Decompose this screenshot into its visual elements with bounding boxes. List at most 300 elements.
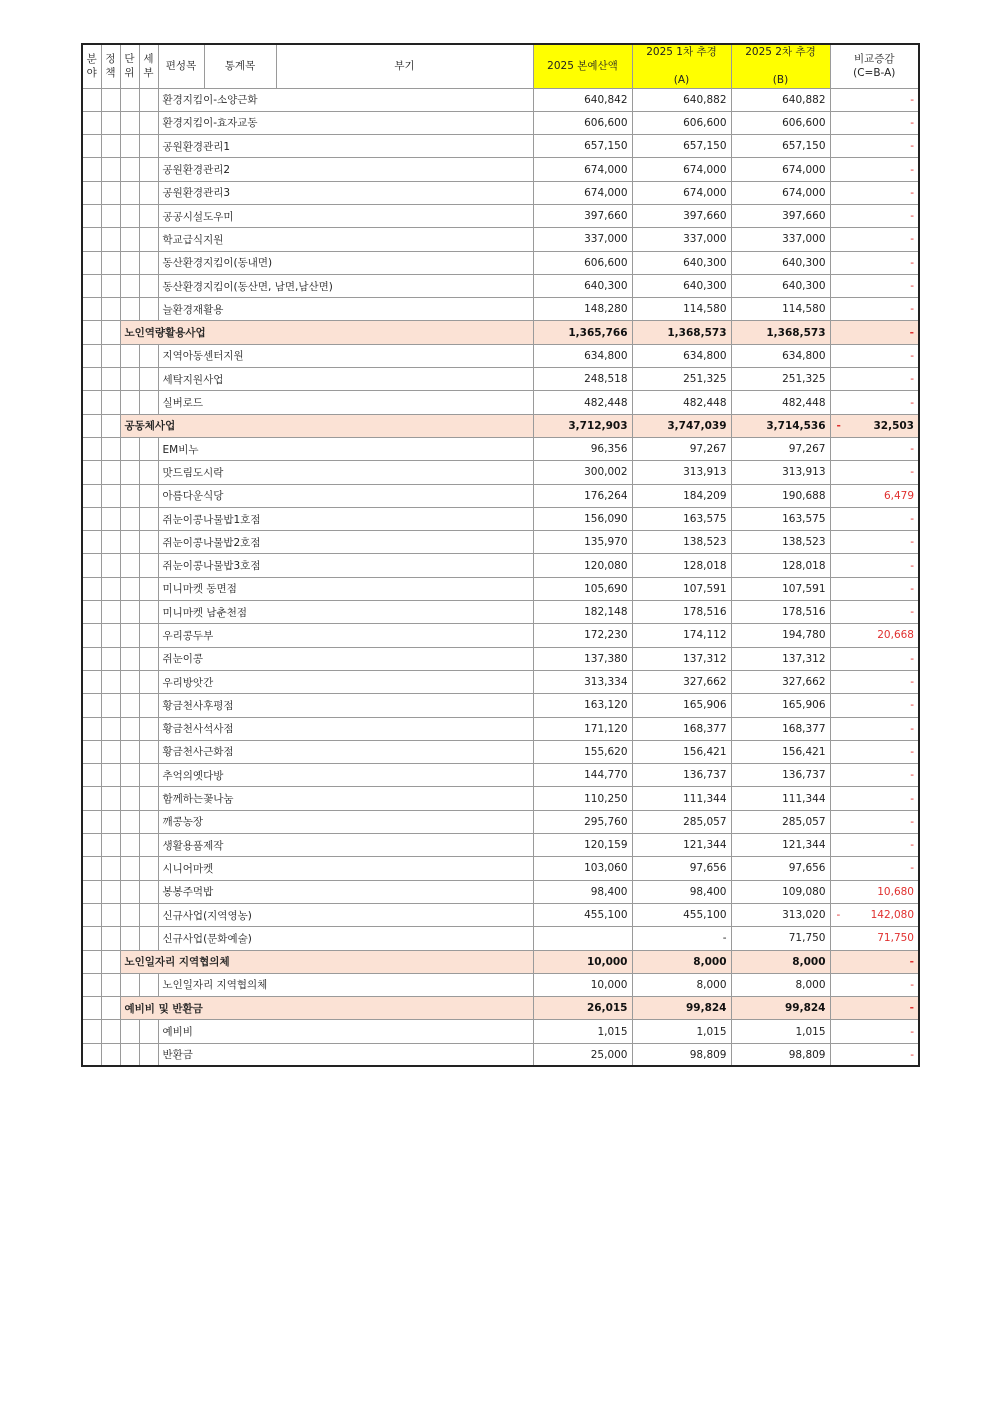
cell-detail: [139, 670, 158, 693]
cell-field: [82, 997, 101, 1020]
cell-base: 155,620: [533, 740, 632, 763]
cell-second-supp: 285,057: [731, 810, 830, 833]
cell-second-supp: 251,325: [731, 368, 830, 391]
cell-diff: -: [830, 181, 919, 204]
cell-field: [82, 181, 101, 204]
cell-policy: [101, 228, 120, 251]
item-label: 반환금: [158, 1043, 533, 1066]
table-row: [82, 368, 919, 391]
table-row: [82, 484, 919, 507]
item-label: 쥐눈이콩나물밥3호점: [158, 554, 533, 577]
cell-first-supp: 121,344: [632, 834, 731, 857]
cell-unit: [120, 391, 139, 414]
table-row: [82, 228, 919, 251]
cell-detail: [139, 298, 158, 321]
cell-base: 172,230: [533, 624, 632, 647]
cell-unit: [120, 554, 139, 577]
cell-policy: [101, 205, 120, 228]
cell-base: 337,000: [533, 228, 632, 251]
item-label: 봉봉주먹밥: [158, 880, 533, 903]
cell-second-supp: 674,000: [731, 158, 830, 181]
cell-unit: [120, 228, 139, 251]
cell-diff: -: [830, 740, 919, 763]
header-field: 분 야: [82, 44, 101, 88]
cell-detail: [139, 554, 158, 577]
cell-unit: [120, 903, 139, 926]
table-row: [82, 764, 919, 787]
cell-diff: 6,479: [830, 484, 919, 507]
cell-diff: -: [830, 601, 919, 624]
cell-field: [82, 507, 101, 530]
cell-second-supp: 640,300: [731, 274, 830, 297]
cell-first-supp: 163,575: [632, 507, 731, 530]
cell-unit: [120, 1020, 139, 1043]
cell-policy: [101, 694, 120, 717]
table-row: [82, 344, 919, 367]
cell-policy: [101, 717, 120, 740]
cell-second-supp: 163,575: [731, 507, 830, 530]
cell-base: 674,000: [533, 158, 632, 181]
cell-field: [82, 437, 101, 460]
cell-field: [82, 344, 101, 367]
cell-first-supp: 8,000: [632, 950, 731, 973]
header-policy: 정 책: [101, 44, 120, 88]
cell-policy: [101, 158, 120, 181]
table-row: [82, 880, 919, 903]
table-row: [82, 1043, 919, 1066]
cell-unit: [120, 158, 139, 181]
cell-first-supp: 640,300: [632, 251, 731, 274]
cell-base: 144,770: [533, 764, 632, 787]
cell-base: 657,150: [533, 135, 632, 158]
cell-first-supp: 97,267: [632, 437, 731, 460]
cell-field: [82, 368, 101, 391]
cell-field: [82, 274, 101, 297]
cell-policy: [101, 601, 120, 624]
cell-detail: [139, 437, 158, 460]
cell-diff: -: [830, 787, 919, 810]
cell-diff: -: [830, 973, 919, 996]
cell-unit: [120, 181, 139, 204]
cell-first-supp: 114,580: [632, 298, 731, 321]
cell-second-supp: 168,377: [731, 717, 830, 740]
item-label: EM비누: [158, 437, 533, 460]
cell-unit: [120, 787, 139, 810]
cell-base: 148,280: [533, 298, 632, 321]
cell-second-supp: 178,516: [731, 601, 830, 624]
cell-field: [82, 391, 101, 414]
cell-second-supp: 674,000: [731, 181, 830, 204]
cell-policy: [101, 507, 120, 530]
cell-unit: [120, 251, 139, 274]
cell-base: 606,600: [533, 111, 632, 134]
cell-policy: [101, 834, 120, 857]
cell-second-supp: 136,737: [731, 764, 830, 787]
table-row: [82, 391, 919, 414]
cell-diff: 10,680: [830, 880, 919, 903]
cell-base: 176,264: [533, 484, 632, 507]
cell-policy: [101, 647, 120, 670]
cell-diff: -: [830, 228, 919, 251]
item-label: 학교급식지원: [158, 228, 533, 251]
cell-second-supp: 634,800: [731, 344, 830, 367]
cell-first-supp: 8,000: [632, 973, 731, 996]
cell-first-supp: 337,000: [632, 228, 731, 251]
item-label: 환경지킴이-효자교동: [158, 111, 533, 134]
table-row: [82, 298, 919, 321]
cell-detail: [139, 88, 158, 111]
cell-field: [82, 251, 101, 274]
cell-field: [82, 577, 101, 600]
cell-field: [82, 624, 101, 647]
cell-diff: -: [830, 577, 919, 600]
subtotal-label: 노인역량활용사업: [120, 321, 533, 344]
subtotal-label: 노인일자리 지역협의체: [120, 950, 533, 973]
table-row: [82, 205, 919, 228]
cell-diff: -: [830, 1020, 919, 1043]
table-row: [82, 577, 919, 600]
cell-detail: [139, 624, 158, 647]
cell-base: 640,842: [533, 88, 632, 111]
table-row: [82, 135, 919, 158]
cell-field: [82, 647, 101, 670]
header-unit: 단 위: [120, 44, 139, 88]
cell-field: [82, 88, 101, 111]
table-row: [82, 973, 919, 996]
cell-detail: [139, 274, 158, 297]
cell-first-supp: 178,516: [632, 601, 731, 624]
cell-second-supp: 640,882: [731, 88, 830, 111]
cell-base: 313,334: [533, 670, 632, 693]
cell-unit: [120, 880, 139, 903]
cell-field: [82, 694, 101, 717]
subtotal-row: [82, 950, 919, 973]
cell-policy: [101, 135, 120, 158]
cell-base: 163,120: [533, 694, 632, 717]
cell-second-supp: 1,368,573: [731, 321, 830, 344]
cell-first-supp: 99,824: [632, 997, 731, 1020]
cell-first-supp: 137,312: [632, 647, 731, 670]
cell-diff: -: [830, 321, 919, 344]
cell-diff: -: [830, 88, 919, 111]
cell-base: 10,000: [533, 950, 632, 973]
cell-unit: [120, 88, 139, 111]
item-label: 공원환경관리3: [158, 181, 533, 204]
cell-policy: [101, 997, 120, 1020]
cell-unit: [120, 764, 139, 787]
cell-first-supp: 482,448: [632, 391, 731, 414]
cell-base: 120,080: [533, 554, 632, 577]
cell-policy: [101, 973, 120, 996]
cell-first-supp: 674,000: [632, 158, 731, 181]
cell-unit: [120, 135, 139, 158]
cell-second-supp: 313,913: [731, 461, 830, 484]
cell-policy: [101, 880, 120, 903]
cell-detail: [139, 205, 158, 228]
cell-field: [82, 1043, 101, 1066]
cell-first-supp: 136,737: [632, 764, 731, 787]
header-row: [82, 44, 919, 88]
table-row: [82, 670, 919, 693]
cell-first-supp: 327,662: [632, 670, 731, 693]
cell-unit: [120, 694, 139, 717]
cell-diff: -: [830, 554, 919, 577]
cell-policy: [101, 484, 120, 507]
cell-field: [82, 158, 101, 181]
cell-second-supp: 98,809: [731, 1043, 830, 1066]
cell-base: 182,148: [533, 601, 632, 624]
cell-policy: [101, 857, 120, 880]
cell-unit: [120, 647, 139, 670]
cell-detail: [139, 181, 158, 204]
cell-policy: [101, 950, 120, 973]
cell-first-supp: 1,015: [632, 1020, 731, 1043]
cell-unit: [120, 461, 139, 484]
cell-unit: [120, 973, 139, 996]
cell-field: [82, 670, 101, 693]
cell-first-supp: 168,377: [632, 717, 731, 740]
cell-first-supp: 640,300: [632, 274, 731, 297]
cell-first-supp: 251,325: [632, 368, 731, 391]
cell-diff: -: [830, 298, 919, 321]
cell-unit: [120, 601, 139, 624]
cell-detail: [139, 927, 158, 950]
item-label: 신규사업(문화예술): [158, 927, 533, 950]
item-label: 미니마켓 남춘천점: [158, 601, 533, 624]
item-label: 쥐눈이콩나물밥2호점: [158, 531, 533, 554]
cell-first-supp: 98,400: [632, 880, 731, 903]
header-second-supp: 2025 2차 추경 (B): [731, 44, 830, 88]
cell-unit: [120, 834, 139, 857]
cell-first-supp: 285,057: [632, 810, 731, 833]
cell-policy: [101, 927, 120, 950]
cell-detail: [139, 787, 158, 810]
cell-diff: -: [830, 810, 919, 833]
cell-field: [82, 135, 101, 158]
cell-first-supp: 107,591: [632, 577, 731, 600]
cell-base: 295,760: [533, 810, 632, 833]
item-label: 늘환경재활용: [158, 298, 533, 321]
cell-second-supp: 128,018: [731, 554, 830, 577]
cell-second-supp: 114,580: [731, 298, 830, 321]
cell-unit: [120, 577, 139, 600]
cell-base: [533, 927, 632, 950]
cell-base: 25,000: [533, 1043, 632, 1066]
cell-unit: [120, 274, 139, 297]
cell-base: 248,518: [533, 368, 632, 391]
table-row: [82, 601, 919, 624]
cell-diff: -: [830, 274, 919, 297]
item-label: 쥐눈이콩: [158, 647, 533, 670]
cell-base: 1,365,766: [533, 321, 632, 344]
table-row: [82, 903, 919, 926]
cell-first-supp: 184,209: [632, 484, 731, 507]
cell-second-supp: 137,312: [731, 647, 830, 670]
cell-detail: [139, 228, 158, 251]
cell-first-supp: 634,800: [632, 344, 731, 367]
table-row: [82, 531, 919, 554]
cell-second-supp: 194,780: [731, 624, 830, 647]
header-detail: 세 부: [139, 44, 158, 88]
cell-base: 634,800: [533, 344, 632, 367]
item-label: 동산환경지킴이(동산면, 남면,남산면): [158, 274, 533, 297]
minus-sign: -: [836, 909, 841, 922]
cell-first-supp: 313,913: [632, 461, 731, 484]
cell-field: [82, 857, 101, 880]
cell-policy: [101, 298, 120, 321]
cell-diff: 71,750: [830, 927, 919, 950]
cell-detail: [139, 1043, 158, 1066]
cell-policy: [101, 670, 120, 693]
cell-detail: [139, 694, 158, 717]
item-label: 생활용품제작: [158, 834, 533, 857]
cell-base: 103,060: [533, 857, 632, 880]
cell-base: 674,000: [533, 181, 632, 204]
item-label: 실버로드: [158, 391, 533, 414]
cell-unit: [120, 1043, 139, 1066]
cell-second-supp: 327,662: [731, 670, 830, 693]
cell-detail: [139, 251, 158, 274]
cell-detail: [139, 1020, 158, 1043]
cell-diff: -: [830, 368, 919, 391]
cell-policy: [101, 764, 120, 787]
cell-first-supp: 128,018: [632, 554, 731, 577]
cell-second-supp: 337,000: [731, 228, 830, 251]
cell-policy: [101, 391, 120, 414]
cell-second-supp: 397,660: [731, 205, 830, 228]
cell-base: 3,712,903: [533, 414, 632, 437]
cell-diff: -: [830, 717, 919, 740]
cell-base: 1,015: [533, 1020, 632, 1043]
cell-field: [82, 927, 101, 950]
item-label: 동산환경지킴이(동내면): [158, 251, 533, 274]
cell-second-supp: 121,344: [731, 834, 830, 857]
cell-unit: [120, 437, 139, 460]
cell-first-supp: 174,112: [632, 624, 731, 647]
cell-detail: [139, 647, 158, 670]
cell-unit: [120, 670, 139, 693]
cell-field: [82, 414, 101, 437]
cell-second-supp: 190,688: [731, 484, 830, 507]
cell-first-supp: 657,150: [632, 135, 731, 158]
cell-detail: [139, 903, 158, 926]
table-row: [82, 810, 919, 833]
table-row: [82, 274, 919, 297]
cell-second-supp: 109,080: [731, 880, 830, 903]
cell-field: [82, 834, 101, 857]
cell-detail: [139, 973, 158, 996]
subtotal-row: [82, 321, 919, 344]
cell-field: [82, 880, 101, 903]
item-label: 추억의옛다방: [158, 764, 533, 787]
item-label: 우리방앗간: [158, 670, 533, 693]
cell-second-supp: 3,714,536: [731, 414, 830, 437]
cell-first-supp: -: [632, 927, 731, 950]
cell-unit: [120, 531, 139, 554]
cell-diff: -: [830, 158, 919, 181]
cell-diff: -: [830, 437, 919, 460]
cell-detail: [139, 810, 158, 833]
cell-field: [82, 321, 101, 344]
header-base-budget: 2025 본예산액: [533, 44, 632, 88]
cell-field: [82, 298, 101, 321]
cell-first-supp: 1,368,573: [632, 321, 731, 344]
cell-policy: [101, 437, 120, 460]
cell-base: 135,970: [533, 531, 632, 554]
table-row: [82, 111, 919, 134]
cell-policy: [101, 624, 120, 647]
cell-detail: [139, 717, 158, 740]
cell-second-supp: 8,000: [731, 950, 830, 973]
cell-field: [82, 601, 101, 624]
cell-first-supp: 640,882: [632, 88, 731, 111]
table-row: [82, 437, 919, 460]
diff-value: 142,080: [870, 909, 914, 922]
cell-detail: [139, 577, 158, 600]
cell-first-supp: 674,000: [632, 181, 731, 204]
cell-unit: [120, 810, 139, 833]
item-label: 쥐눈이콩나물밥1호점: [158, 507, 533, 530]
cell-policy: [101, 111, 120, 134]
cell-field: [82, 950, 101, 973]
item-label: 환경지킴이-소양근화: [158, 88, 533, 111]
table-body: [82, 88, 919, 1066]
cell-detail: [139, 857, 158, 880]
cell-diff: -: [830, 461, 919, 484]
cell-base: 10,000: [533, 973, 632, 996]
cell-detail: [139, 764, 158, 787]
cell-diff: -: [830, 670, 919, 693]
cell-first-supp: 3,747,039: [632, 414, 731, 437]
item-label: 시니어마켓: [158, 857, 533, 880]
item-label: 우리콩두부: [158, 624, 533, 647]
cell-detail: [139, 368, 158, 391]
cell-base: 300,002: [533, 461, 632, 484]
cell-unit: [120, 857, 139, 880]
cell-policy: [101, 461, 120, 484]
cell-detail: [139, 601, 158, 624]
item-label: 공원환경관리2: [158, 158, 533, 181]
cell-field: [82, 903, 101, 926]
cell-diff: -: [830, 647, 919, 670]
cell-policy: [101, 903, 120, 926]
table-row: [82, 834, 919, 857]
cell-unit: [120, 205, 139, 228]
cell-diff: -: [830, 344, 919, 367]
item-label: 노인일자리 지역협의체: [158, 973, 533, 996]
cell-unit: [120, 624, 139, 647]
cell-detail: [139, 344, 158, 367]
cell-base: 120,159: [533, 834, 632, 857]
item-label: 황금천사근화점: [158, 740, 533, 763]
table-row: [82, 624, 919, 647]
header-first-supp: 2025 1차 추경 (A): [632, 44, 731, 88]
cell-unit: [120, 484, 139, 507]
cell-first-supp: 98,809: [632, 1043, 731, 1066]
cell-diff: -: [830, 694, 919, 717]
subtotal-row: [82, 997, 919, 1020]
cell-unit: [120, 717, 139, 740]
cell-base: 156,090: [533, 507, 632, 530]
cell-unit: [120, 740, 139, 763]
cell-first-supp: 165,906: [632, 694, 731, 717]
cell-policy: [101, 810, 120, 833]
cell-second-supp: 97,267: [731, 437, 830, 460]
cell-second-supp: 107,591: [731, 577, 830, 600]
cell-second-supp: 99,824: [731, 997, 830, 1020]
cell-field: [82, 228, 101, 251]
cell-diff: -: [830, 507, 919, 530]
